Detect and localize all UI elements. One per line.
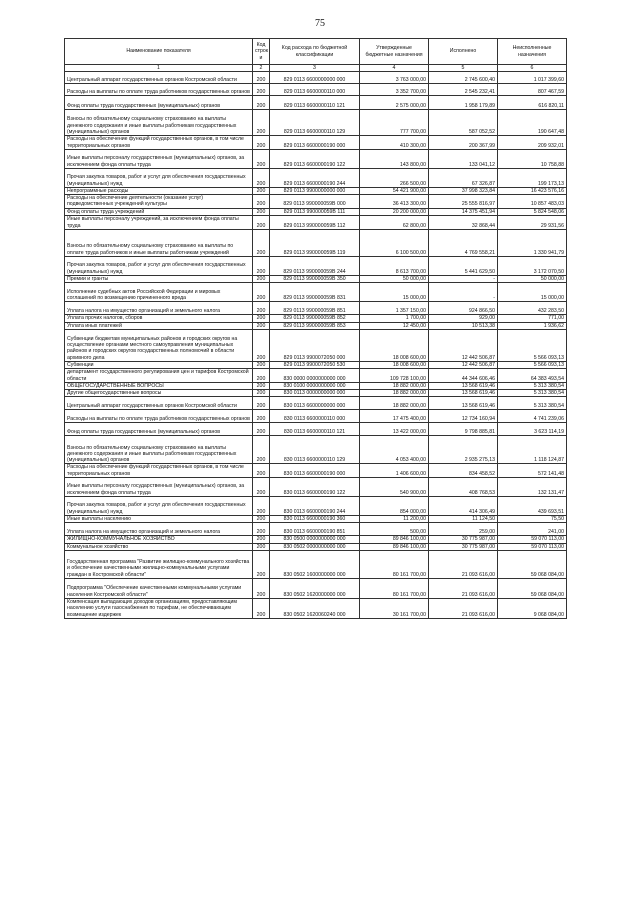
table-row xyxy=(65,390,567,397)
row-remaining-cell: 4 741 239,06 xyxy=(498,410,567,423)
column-number: 1 xyxy=(65,65,253,72)
row-kbk-cell: 829 0113 6600000110 121 xyxy=(270,96,360,110)
row-remaining-cell: 5 313 380,54 xyxy=(498,397,567,410)
row-kbk-cell: 830 0113 6600000190 244 xyxy=(270,497,360,516)
row-approved-cell: 11 200,00 xyxy=(360,516,429,523)
row-executed-cell: 2 935 275,13 xyxy=(429,436,498,464)
row-executed-cell: - xyxy=(429,283,498,302)
row-executed-cell: 133 041,12 xyxy=(429,149,498,168)
row-name-cell: Расходы на обеспечение деятельности (оказание услуг) подведомственных учреждений культуры xyxy=(65,195,253,209)
row-executed-cell: 11 124,50 xyxy=(429,516,498,523)
row-kbk-cell: 830 0000 0000000000 000 xyxy=(270,369,360,383)
row-code-cell: 200 xyxy=(253,382,270,389)
row-code-cell: 200 xyxy=(253,329,270,361)
row-executed-cell: 259,00 xyxy=(429,523,498,536)
row-name-cell: Субвенции бюджетам муниципальных районов и городских округов на осуществление органами местного самоуправления муниципальных районов и городских округов государственных полномочий в области архивного дела xyxy=(65,329,253,361)
row-code-cell: 200 xyxy=(253,397,270,410)
row-remaining-cell: 3 172 070,50 xyxy=(498,257,567,276)
row-approved-cell: 89 846 100,00 xyxy=(360,543,429,550)
row-kbk-cell: 829 0113 6600000110 129 xyxy=(270,110,360,136)
row-executed-cell: 587 052,52 xyxy=(429,110,498,136)
row-code-cell: 200 xyxy=(253,423,270,436)
column-number: 5 xyxy=(429,65,498,72)
row-name-cell: Уплата прочих налогов, сборов xyxy=(65,315,253,322)
row-name-cell: Премии и гранты xyxy=(65,276,253,283)
row-kbk-cell: 830 0100 0000000000 000 xyxy=(270,382,360,389)
row-name-cell: Фонд оплаты труда государственных (муниципальных) органов xyxy=(65,96,253,110)
row-name-cell: Прочая закупка товаров, работ и услуг для обеспечения государственных (муниципальных) нужд xyxy=(65,497,253,516)
row-code-cell: 200 xyxy=(253,276,270,283)
row-name-cell: ЖИЛИЩНО-КОММУНАЛЬНОЕ ХОЗЯЙСТВО xyxy=(65,536,253,543)
table-row xyxy=(65,276,567,283)
row-remaining-cell: 50 000,00 xyxy=(498,276,567,283)
table-row xyxy=(65,578,567,598)
row-kbk-cell: 830 0113 6600000110 129 xyxy=(270,436,360,464)
row-executed-cell: - xyxy=(429,276,498,283)
row-approved-cell: 1 406 600,00 xyxy=(360,464,429,478)
row-kbk-cell: 829 0113 990000059В 853 xyxy=(270,322,360,329)
row-executed-cell: 10 513,38 xyxy=(429,322,498,329)
header-remaining: Неисполненные назначения xyxy=(498,39,567,65)
row-executed-cell: 200 367,99 xyxy=(429,136,498,150)
row-kbk-cell: 830 0113 6600000110 121 xyxy=(270,423,360,436)
column-number: 6 xyxy=(498,65,567,72)
table-header-row xyxy=(65,39,567,65)
column-number-row xyxy=(65,65,567,72)
row-kbk-cell: 830 0113 6600000000 000 xyxy=(270,397,360,410)
row-name-cell: Иные выплаты персоналу учреждений, за исключением фонда оплаты труда xyxy=(65,216,253,230)
table-row xyxy=(65,464,567,478)
row-kbk-cell: 829 0113 990000059В 851 xyxy=(270,302,360,315)
row-executed-cell: 834 458,52 xyxy=(429,464,498,478)
row-kbk-cell: 830 0113 0000000000 000 xyxy=(270,390,360,397)
row-executed-cell: 13 568 619,46 xyxy=(429,382,498,389)
row-code-cell: 200 xyxy=(253,523,270,536)
row-kbk-cell: 829 0113 990000059В 119 xyxy=(270,230,360,257)
row-approved-cell: 3 352 700,00 xyxy=(360,84,429,96)
row-code-cell: 200 xyxy=(253,598,270,618)
table-row xyxy=(65,410,567,423)
table-row xyxy=(65,369,567,383)
row-code-cell: 200 xyxy=(253,216,270,230)
row-remaining-cell: 1 936,62 xyxy=(498,322,567,329)
row-remaining-cell: 1 017 399,60 xyxy=(498,72,567,84)
table-row xyxy=(65,550,567,578)
row-kbk-cell: 829 0113 9900072050 530 xyxy=(270,361,360,368)
row-code-cell: 200 xyxy=(253,464,270,478)
table-row xyxy=(65,322,567,329)
row-kbk-cell: 829 0113 990000059В 244 xyxy=(270,257,360,276)
row-code-cell: 200 xyxy=(253,110,270,136)
row-name-cell: Субвенции xyxy=(65,361,253,368)
row-remaining-cell: 5 824 548,06 xyxy=(498,208,567,215)
row-name-cell: Исполнение судебных актов Российской Федерации и мировых соглашений по возмещению причиненного вреда xyxy=(65,283,253,302)
row-executed-cell: 2 745 600,40 xyxy=(429,72,498,84)
row-executed-cell: 12 734 160,94 xyxy=(429,410,498,423)
row-approved-cell: 1 357 150,00 xyxy=(360,302,429,315)
row-approved-cell: 12 450,00 xyxy=(360,322,429,329)
row-code-cell: 200 xyxy=(253,322,270,329)
row-remaining-cell: 16 423 576,16 xyxy=(498,187,567,194)
row-code-cell: 200 xyxy=(253,578,270,598)
row-code-cell: 200 xyxy=(253,361,270,368)
row-executed-cell: 924 866,50 xyxy=(429,302,498,315)
row-executed-cell: 929,00 xyxy=(429,315,498,322)
row-code-cell: 200 xyxy=(253,302,270,315)
table-row xyxy=(65,497,567,516)
row-executed-cell: 14 375 451,94 xyxy=(429,208,498,215)
row-code-cell: 200 xyxy=(253,497,270,516)
row-name-cell: Прочая закупка товаров, работ и услуг для обеспечения государственных (муниципальных) нужд xyxy=(65,168,253,187)
row-approved-cell: 540 900,00 xyxy=(360,478,429,497)
row-name-cell: Расходы на обеспечение функций государственных органов, в том числе территориальных органов xyxy=(65,464,253,478)
row-remaining-cell: 432 283,50 xyxy=(498,302,567,315)
row-kbk-cell: 830 0113 6600000110 000 xyxy=(270,410,360,423)
row-executed-cell: 21 093 616,00 xyxy=(429,550,498,578)
row-name-cell: департамент государственного регулирования цен и тарифов Костромской области xyxy=(65,369,253,383)
row-approved-cell: 15 000,00 xyxy=(360,283,429,302)
row-kbk-cell: 829 0113 990000059В 000 xyxy=(270,195,360,209)
row-code-cell: 200 xyxy=(253,136,270,150)
row-remaining-cell: 1 118 124,87 xyxy=(498,436,567,464)
row-remaining-cell: 59 070 113,00 xyxy=(498,543,567,550)
row-remaining-cell: 10 857 483,03 xyxy=(498,195,567,209)
row-executed-cell: 13 568 619,46 xyxy=(429,390,498,397)
row-executed-cell: 414 306,49 xyxy=(429,497,498,516)
table-row xyxy=(65,382,567,389)
row-remaining-cell: 59 070 113,00 xyxy=(498,536,567,543)
table-row xyxy=(65,136,567,150)
row-executed-cell: 30 775 987,00 xyxy=(429,543,498,550)
row-remaining-cell: 5 313 380,54 xyxy=(498,382,567,389)
row-executed-cell: 9 798 885,81 xyxy=(429,423,498,436)
row-name-cell: Подпрограмма "Обеспечение качественными коммунальными услугами населения Костромской области" xyxy=(65,578,253,598)
row-remaining-cell: 1 330 941,79 xyxy=(498,230,567,257)
row-kbk-cell: 830 0502 1620060240 000 xyxy=(270,598,360,618)
row-code-cell: 200 xyxy=(253,72,270,84)
row-code-cell: 200 xyxy=(253,315,270,322)
row-executed-cell: 37 998 323,84 xyxy=(429,187,498,194)
row-approved-cell: 80 161 700,00 xyxy=(360,578,429,598)
table-row xyxy=(65,187,567,194)
row-kbk-cell: 830 0502 1620000000 000 xyxy=(270,578,360,598)
row-kbk-cell: 829 0113 6600000110 000 xyxy=(270,84,360,96)
table-row xyxy=(65,523,567,536)
row-kbk-cell: 830 0113 6600000190 851 xyxy=(270,523,360,536)
row-approved-cell: 266 500,00 xyxy=(360,168,429,187)
row-approved-cell: 50 000,00 xyxy=(360,276,429,283)
table-row xyxy=(65,436,567,464)
row-remaining-cell: 439 693,51 xyxy=(498,497,567,516)
row-code-cell: 200 xyxy=(253,543,270,550)
row-approved-cell: 2 575 000,00 xyxy=(360,96,429,110)
row-remaining-cell: 59 068 084,00 xyxy=(498,550,567,578)
row-kbk-cell: 829 0113 6600000000 000 xyxy=(270,72,360,84)
row-approved-cell: 8 613 700,00 xyxy=(360,257,429,276)
row-remaining-cell: 5 566 093,13 xyxy=(498,361,567,368)
table-row xyxy=(65,516,567,523)
row-executed-cell: 32 868,44 xyxy=(429,216,498,230)
table-row xyxy=(65,536,567,543)
row-approved-cell: 13 422 000,00 xyxy=(360,423,429,436)
table-row xyxy=(65,598,567,618)
row-remaining-cell: 572 141,48 xyxy=(498,464,567,478)
table-row xyxy=(65,361,567,368)
row-name-cell: Взносы по обязательному социальному страхованию на выплаты денежного содержания и иные выплаты работникам государственных (муниципальных) органов xyxy=(65,110,253,136)
column-number: 3 xyxy=(270,65,360,72)
row-executed-cell: 13 568 619,46 xyxy=(429,397,498,410)
row-name-cell: ОБЩЕГОСУДАРСТВЕННЫЕ ВОПРОСЫ xyxy=(65,382,253,389)
row-approved-cell: 54 421 900,00 xyxy=(360,187,429,194)
row-remaining-cell: 75,50 xyxy=(498,516,567,523)
row-name-cell: Прочая закупка товаров, работ и услуг для обеспечения государственных (муниципальных) нужд xyxy=(65,257,253,276)
row-approved-cell: 777 700,00 xyxy=(360,110,429,136)
row-name-cell: Фонд оплаты труда государственных (муниципальных) органов xyxy=(65,423,253,436)
row-name-cell: Расходы на выплаты по оплате труда работников государственных органов xyxy=(65,410,253,423)
row-kbk-cell: 830 0113 6600000190 360 xyxy=(270,516,360,523)
row-name-cell: Расходы на обеспечение функций государственных органов, в том числе территориальных органов xyxy=(65,136,253,150)
header-name: Наименование показателя xyxy=(65,39,253,65)
row-code-cell: 200 xyxy=(253,390,270,397)
table-row xyxy=(65,397,567,410)
row-approved-cell: 36 413 300,00 xyxy=(360,195,429,209)
budget-execution-table xyxy=(64,38,567,619)
row-remaining-cell: 15 000,00 xyxy=(498,283,567,302)
table-row xyxy=(65,72,567,84)
row-remaining-cell: 5 566 093,13 xyxy=(498,329,567,361)
row-name-cell: Иные выплаты населению xyxy=(65,516,253,523)
row-executed-cell: 25 555 816,97 xyxy=(429,195,498,209)
row-approved-cell: 17 475 400,00 xyxy=(360,410,429,423)
row-name-cell: Иные выплаты персоналу государственных (муниципальных) органов, за исключением фонда оплаты труда xyxy=(65,478,253,497)
row-approved-cell: 89 846 100,00 xyxy=(360,536,429,543)
row-name-cell: Уплата налога на имущество организаций и земельного налога xyxy=(65,523,253,536)
row-code-cell: 200 xyxy=(253,410,270,423)
row-code-cell: 200 xyxy=(253,84,270,96)
table-row xyxy=(65,283,567,302)
row-code-cell: 200 xyxy=(253,96,270,110)
row-kbk-cell: 830 0113 6600000190 122 xyxy=(270,478,360,497)
row-name-cell: Центральный аппарат государственных органов Костромской области xyxy=(65,72,253,84)
row-approved-cell: 18 882 000,00 xyxy=(360,390,429,397)
row-remaining-cell: 59 068 084,00 xyxy=(498,578,567,598)
table-row xyxy=(65,168,567,187)
table-row xyxy=(65,423,567,436)
row-approved-cell: 143 800,00 xyxy=(360,149,429,168)
row-kbk-cell: 829 0113 9900072050 000 xyxy=(270,329,360,361)
table-row xyxy=(65,478,567,497)
row-code-cell: 200 xyxy=(253,516,270,523)
row-name-cell: Компенсация выпадающих доходов организациям, предоставляющим населению услуги газоснабжения по тарифам, не обеспечивающим возмещение издержек xyxy=(65,598,253,618)
row-name-cell: Уплата налога на имущество организаций и земельного налога xyxy=(65,302,253,315)
table-row xyxy=(65,543,567,550)
row-remaining-cell: 132 131,47 xyxy=(498,478,567,497)
table-row xyxy=(65,230,567,257)
row-executed-cell: 1 958 179,89 xyxy=(429,96,498,110)
row-approved-cell: 18 882 000,00 xyxy=(360,397,429,410)
row-executed-cell: 4 769 558,21 xyxy=(429,230,498,257)
row-code-cell: 200 xyxy=(253,436,270,464)
row-name-cell: Взносы по обязательному социальному страхованию на выплаты по оплате труда работников и иные выплаты работникам учреждений xyxy=(65,230,253,257)
row-code-cell: 200 xyxy=(253,536,270,543)
row-kbk-cell: 829 0113 6600000190 122 xyxy=(270,149,360,168)
row-kbk-cell: 829 0113 990000059В 831 xyxy=(270,283,360,302)
row-kbk-cell: 829 0113 990000059В 111 xyxy=(270,208,360,215)
row-executed-cell: 5 441 629,50 xyxy=(429,257,498,276)
row-name-cell: Государственная программа "Развитие жилищно-коммунального хозяйства и обеспечение качественными жилищно-коммунальными услугами граждан в Костромской области" xyxy=(65,550,253,578)
row-remaining-cell: 807 467,59 xyxy=(498,84,567,96)
row-approved-cell: 4 053 400,00 xyxy=(360,436,429,464)
row-remaining-cell: 241,00 xyxy=(498,523,567,536)
table-row xyxy=(65,149,567,168)
row-code-cell: 200 xyxy=(253,478,270,497)
row-remaining-cell: 616 820,11 xyxy=(498,96,567,110)
row-name-cell: Коммунальное хозяйство xyxy=(65,543,253,550)
row-kbk-cell: 830 0113 6600000190 000 xyxy=(270,464,360,478)
row-name-cell: Фонд оплаты труда учреждений xyxy=(65,208,253,215)
table-row xyxy=(65,96,567,110)
table-row xyxy=(65,216,567,230)
row-code-cell: 200 xyxy=(253,550,270,578)
row-name-cell: Уплата иных платежей xyxy=(65,322,253,329)
column-number: 4 xyxy=(360,65,429,72)
row-name-cell: Другие общегосударственные вопросы xyxy=(65,390,253,397)
row-approved-cell: 3 763 000,00 xyxy=(360,72,429,84)
row-name-cell: Взносы по обязательному социальному страхованию на выплаты денежного содержания и иные выплаты работникам государственных (муниципальных) органов xyxy=(65,436,253,464)
row-code-cell: 200 xyxy=(253,168,270,187)
row-remaining-cell: 190 647,48 xyxy=(498,110,567,136)
row-executed-cell: 21 093 616,00 xyxy=(429,578,498,598)
table-row xyxy=(65,110,567,136)
row-approved-cell: 1 700,00 xyxy=(360,315,429,322)
row-approved-cell: 62 800,00 xyxy=(360,216,429,230)
row-approved-cell: 80 161 700,00 xyxy=(360,550,429,578)
row-approved-cell: 109 728 100,00 xyxy=(360,369,429,383)
row-remaining-cell: 9 068 084,00 xyxy=(498,598,567,618)
table-row xyxy=(65,208,567,215)
table-row xyxy=(65,257,567,276)
row-executed-cell: 12 442 506,87 xyxy=(429,361,498,368)
row-code-cell: 200 xyxy=(253,257,270,276)
row-kbk-cell: 829 0113 990000059В 350 xyxy=(270,276,360,283)
row-kbk-cell: 829 0113 9900000000 000 xyxy=(270,187,360,194)
table-body xyxy=(65,72,567,619)
row-name-cell: Расходы на выплаты по оплате труда работников государственных органов xyxy=(65,84,253,96)
row-approved-cell: 18 008 600,00 xyxy=(360,361,429,368)
row-remaining-cell: 64 383 493,54 xyxy=(498,369,567,383)
row-remaining-cell: 5 313 380,54 xyxy=(498,390,567,397)
row-approved-cell: 410 300,00 xyxy=(360,136,429,150)
row-remaining-cell: 209 932,01 xyxy=(498,136,567,150)
row-approved-cell: 500,00 xyxy=(360,523,429,536)
row-code-cell: 200 xyxy=(253,187,270,194)
page-number: 75 xyxy=(315,18,325,29)
header-kbk: Код расхода по бюджетной классификации xyxy=(270,39,360,65)
row-remaining-cell: 10 758,88 xyxy=(498,149,567,168)
column-number: 2 xyxy=(253,65,270,72)
row-approved-cell: 18 882 000,00 xyxy=(360,382,429,389)
header-executed: Исполнено xyxy=(429,39,498,65)
row-executed-cell: 44 344 606,46 xyxy=(429,369,498,383)
row-executed-cell: 2 545 232,41 xyxy=(429,84,498,96)
row-executed-cell: 21 093 616,00 xyxy=(429,598,498,618)
header-code: Код строк и xyxy=(253,39,270,65)
row-executed-cell: 12 442 506,87 xyxy=(429,329,498,361)
row-name-cell: Центральный аппарат государственных органов Костромской области xyxy=(65,397,253,410)
row-remaining-cell: 199 173,13 xyxy=(498,168,567,187)
row-remaining-cell: 3 623 114,19 xyxy=(498,423,567,436)
row-kbk-cell: 829 0113 990000059В 852 xyxy=(270,315,360,322)
header-approved: Утвержденные бюджетные назначения xyxy=(360,39,429,65)
table-row xyxy=(65,195,567,209)
row-kbk-cell: 830 0502 1600000000 000 xyxy=(270,550,360,578)
row-name-cell: Иные выплаты персоналу государственных (муниципальных) органов, за исключением фонда оплаты труда xyxy=(65,149,253,168)
table-row xyxy=(65,329,567,361)
row-approved-cell: 30 161 700,00 xyxy=(360,598,429,618)
row-kbk-cell: 829 0113 6600000190 244 xyxy=(270,168,360,187)
row-executed-cell: 67 326,87 xyxy=(429,168,498,187)
row-kbk-cell: 829 0113 990000059В 112 xyxy=(270,216,360,230)
row-code-cell: 200 xyxy=(253,230,270,257)
row-code-cell: 200 xyxy=(253,195,270,209)
row-code-cell: 200 xyxy=(253,149,270,168)
row-name-cell: Непрограммные расходы xyxy=(65,187,253,194)
row-kbk-cell: 830 0500 0000000000 000 xyxy=(270,536,360,543)
row-approved-cell: 20 200 000,00 xyxy=(360,208,429,215)
row-code-cell: 200 xyxy=(253,369,270,383)
row-approved-cell: 6 100 500,00 xyxy=(360,230,429,257)
row-kbk-cell: 830 0502 0000000000 000 xyxy=(270,543,360,550)
row-executed-cell: 408 768,53 xyxy=(429,478,498,497)
row-remaining-cell: 29 931,56 xyxy=(498,216,567,230)
row-remaining-cell: 771,00 xyxy=(498,315,567,322)
row-code-cell: 200 xyxy=(253,208,270,215)
row-code-cell: 200 xyxy=(253,283,270,302)
row-kbk-cell: 829 0113 6600000190 000 xyxy=(270,136,360,150)
row-approved-cell: 18 008 600,00 xyxy=(360,329,429,361)
table-row xyxy=(65,84,567,96)
table-row xyxy=(65,302,567,315)
row-approved-cell: 854 000,00 xyxy=(360,497,429,516)
row-executed-cell: 30 775 987,00 xyxy=(429,536,498,543)
table-row xyxy=(65,315,567,322)
